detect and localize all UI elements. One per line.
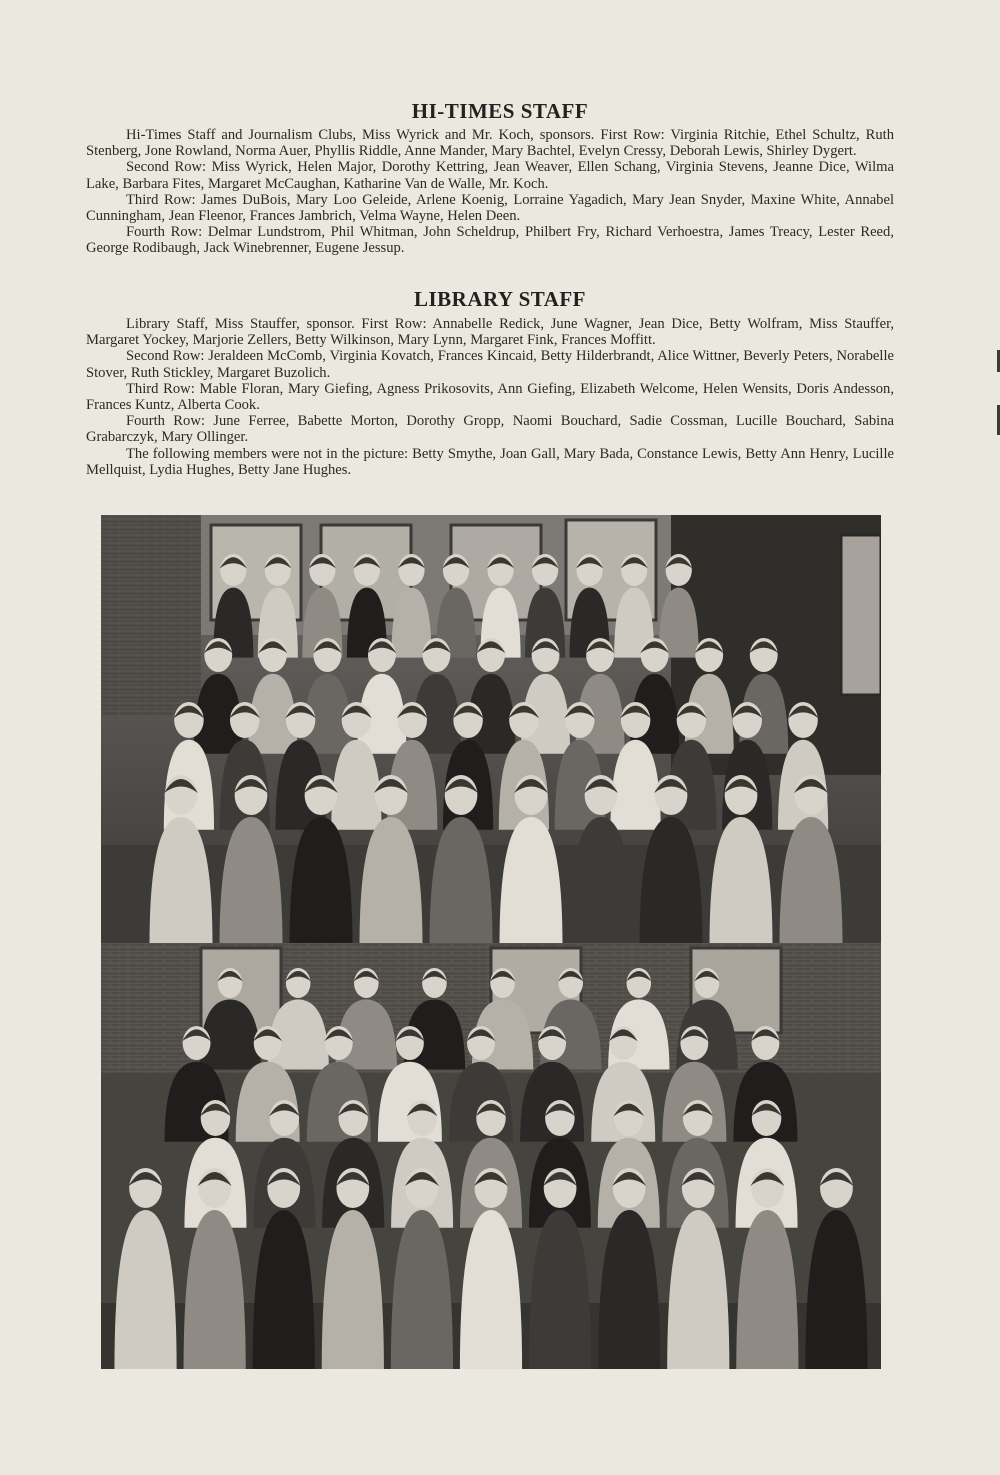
hitimes-paragraph-1: Hi-Times Staff and Journalism Clubs, Miss Wyrick and Mr. Koch, sponsors. First Row: Virginia Ritchie, Ethel Schultz, Ruth Stenberg, Jone Rowland, Norma Auer, Phyllis Riddle, Anne Mander, Mary Bachtel, Evelyn Cressy, Deborah Lewis, Shirley Dygert. xyxy=(86,127,894,160)
hitimes-heading: HI-TIMES STAFF xyxy=(411,99,589,123)
hitimes-paragraph-2: Second Row: Miss Wyrick, Helen Major, Dorothy Kettring, Jean Weaver, Ellen Schang, Virginia Stevens, Jeanne Dice, Wilma Lake, Barbara Fites, Margaret McCaughan, Katharine Van de Walle, Mr. Koch. xyxy=(86,159,894,192)
library-paragraph-3: Third Row: Mable Floran, Mary Giefing, Agness Prikosovits, Ann Giefing, Elizabeth Welcome, Helen Wensits, Doris Andesson, Frances Kuntz, Alberta Cook. xyxy=(86,380,894,414)
library-paragraph-4: Fourth Row: June Ferree, Babette Morton, Dorothy Gropp, Naomi Bouchard, Sadie Cossman, Lucille Bouchard, Sabina Grabarczyk, Mary Ollinger. xyxy=(86,413,894,446)
hitimes-group-photo xyxy=(101,515,881,943)
hitimes-paragraph-4: Fourth Row: Delmar Lundstrom, Phil Whitman, John Scheldrup, Philbert Fry, Richard Verhoestra, James Treacy, Lester Reed, George Rodibaugh, Jack Winebrenner, Eugene Jessup. xyxy=(86,224,894,257)
library-group-photo xyxy=(101,943,881,1369)
library-paragraph-5: The following members were not in the picture: Betty Smythe, Joan Gall, Mary Bada, Constance Lewis, Betty Ann Henry, Lucille Mellquist, Lydia Hughes, Betty Jane Hughes. xyxy=(86,445,894,478)
library-caption xyxy=(86,316,894,478)
hitimes-caption xyxy=(86,127,894,257)
library-heading: LIBRARY STAFF xyxy=(413,287,587,311)
hitimes-photo-image xyxy=(101,515,881,943)
library-paragraph-1: Library Staff, Miss Stauffer, sponsor. First Row: Annabelle Redick, June Wagner, Jean Dice, Betty Wolfram, Miss Stauffer, Margaret Yockey, Marjorie Zellers, Betty Wilkinson, Mary Lynn, Margaret Fink, Frances Moffitt. xyxy=(86,316,894,349)
library-paragraph-2: Second Row: Jeraldeen McComb, Virginia Kovatch, Frances Kincaid, Betty Hilderbrandt, Alice Wittner, Beverly Peters, Norabelle Stover, Ruth Stickley, Margaret Buzolich. xyxy=(86,348,894,381)
library-photo-image xyxy=(101,943,881,1369)
hitimes-paragraph-3: Third Row: James DuBois, Mary Loo Geleide, Arlene Koenig, Lorraine Yagadich, Mary Jean Snyder, Maxine White, Annabel Cunningham, Jean Fleenor, Frances Jambrich, Velma Wayne, Helen Deen. xyxy=(86,191,894,225)
